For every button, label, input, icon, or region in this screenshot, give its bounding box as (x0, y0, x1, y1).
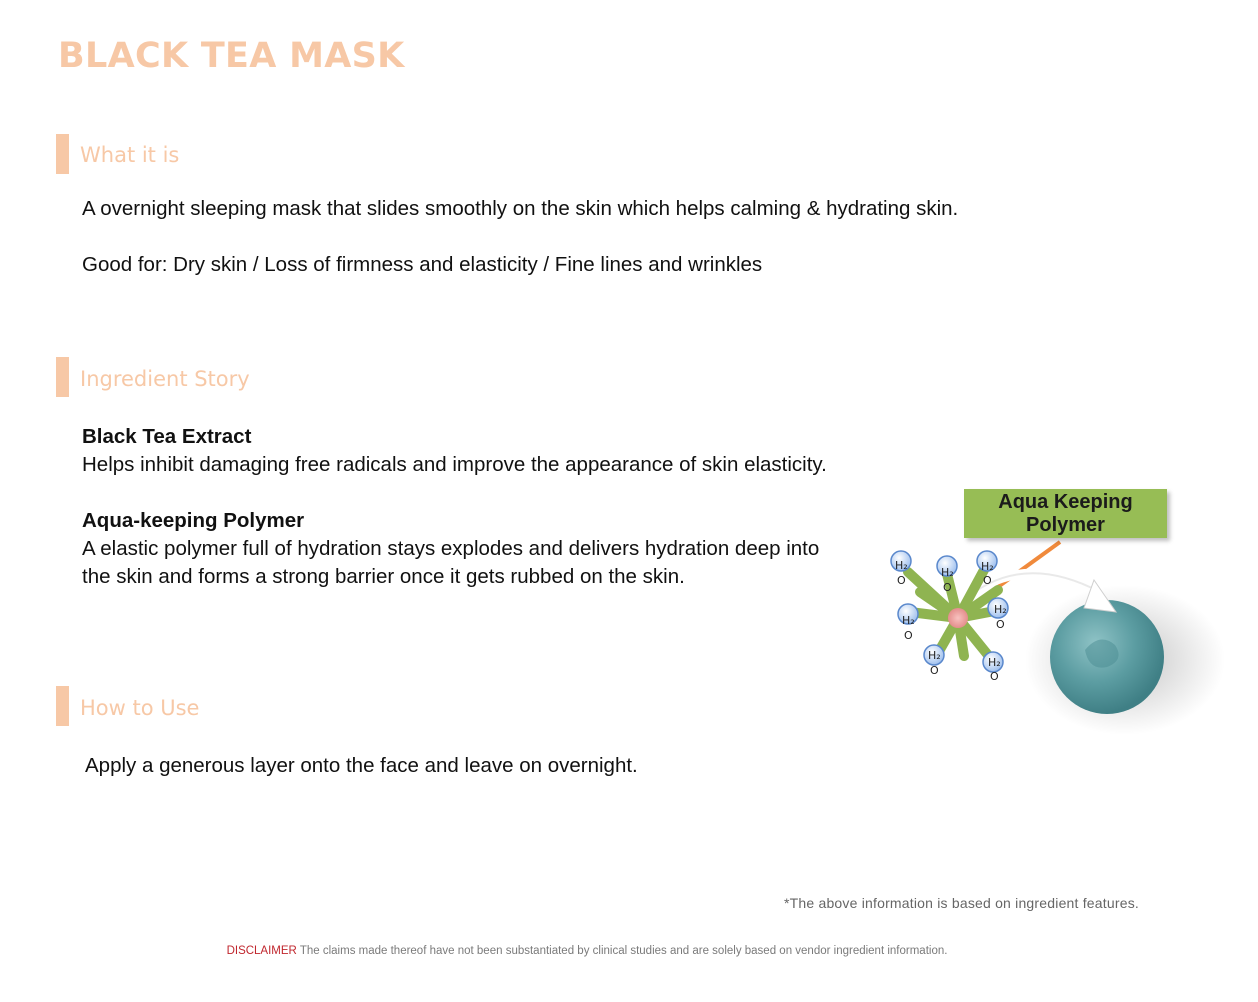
ingredient-description: A elastic polymer full of hydration stays explodes and delivers hydration deep into (82, 537, 820, 560)
svg-text:H₂: H₂ (902, 614, 915, 627)
disclaimer-lead: DISCLAIMER (226, 945, 297, 957)
svg-text:O: O (904, 629, 913, 642)
what-it-is-heading: What it is (80, 143, 180, 167)
product-description: A overnight sleeping mask that slides smoothly on the skin which helps calming & hydrating skin. (82, 197, 959, 220)
svg-text:H₂: H₂ (895, 559, 908, 572)
water-molecule (898, 604, 918, 642)
water-molecule (924, 645, 944, 677)
water-molecule (988, 598, 1008, 631)
label-line: Polymer (1026, 514, 1105, 536)
footnote: *The above information is based on ingredient features. (784, 895, 1139, 911)
ingredient-description: Helps inhibit damaging free radicals and improve the appearance of skin elasticity. (82, 453, 827, 476)
svg-text:H₂: H₂ (988, 656, 1001, 669)
ingredient-name: Black Tea Extract (82, 425, 252, 448)
how-to-use-heading: How to Use (80, 696, 200, 720)
ingredient-story-heading: Ingredient Story (80, 367, 250, 391)
svg-text:O: O (996, 618, 1005, 631)
svg-text:H₂: H₂ (928, 649, 941, 662)
svg-text:O: O (990, 670, 999, 683)
disclaimer-text: The claims made thereof have not been substantiated by clinical studies and are solely based on vendor ingredient information. (296, 945, 948, 957)
svg-text:H₂: H₂ (994, 603, 1007, 616)
section-marker (56, 134, 69, 174)
water-molecule (983, 652, 1003, 683)
svg-text:O: O (930, 664, 939, 677)
good-for-text: Good for: Dry skin / Loss of firmness and elasticity / Fine lines and wrinkles (82, 253, 763, 276)
svg-text:O: O (897, 574, 906, 587)
section-marker (56, 357, 69, 397)
svg-text:O: O (943, 581, 952, 594)
aqua-keeping-polymer-label (964, 489, 1167, 538)
svg-text:O: O (983, 574, 992, 587)
water-molecule (891, 551, 911, 587)
ingredient-name: Aqua-keeping Polymer (82, 509, 305, 532)
svg-text:H₂: H₂ (941, 566, 954, 579)
disclaimer (0, 945, 1174, 957)
label-line: Aqua Keeping (998, 491, 1133, 513)
how-to-use-text: Apply a generous layer onto the face and leave on overnight. (85, 754, 638, 777)
page-title: BLACK TEA MASK (58, 36, 405, 76)
ingredient-description: the skin and forms a strong barrier once it gets rubbed on the skin. (82, 565, 685, 588)
svg-text:H₂: H₂ (981, 560, 994, 573)
polymer-core (948, 608, 968, 628)
section-marker (56, 686, 69, 726)
